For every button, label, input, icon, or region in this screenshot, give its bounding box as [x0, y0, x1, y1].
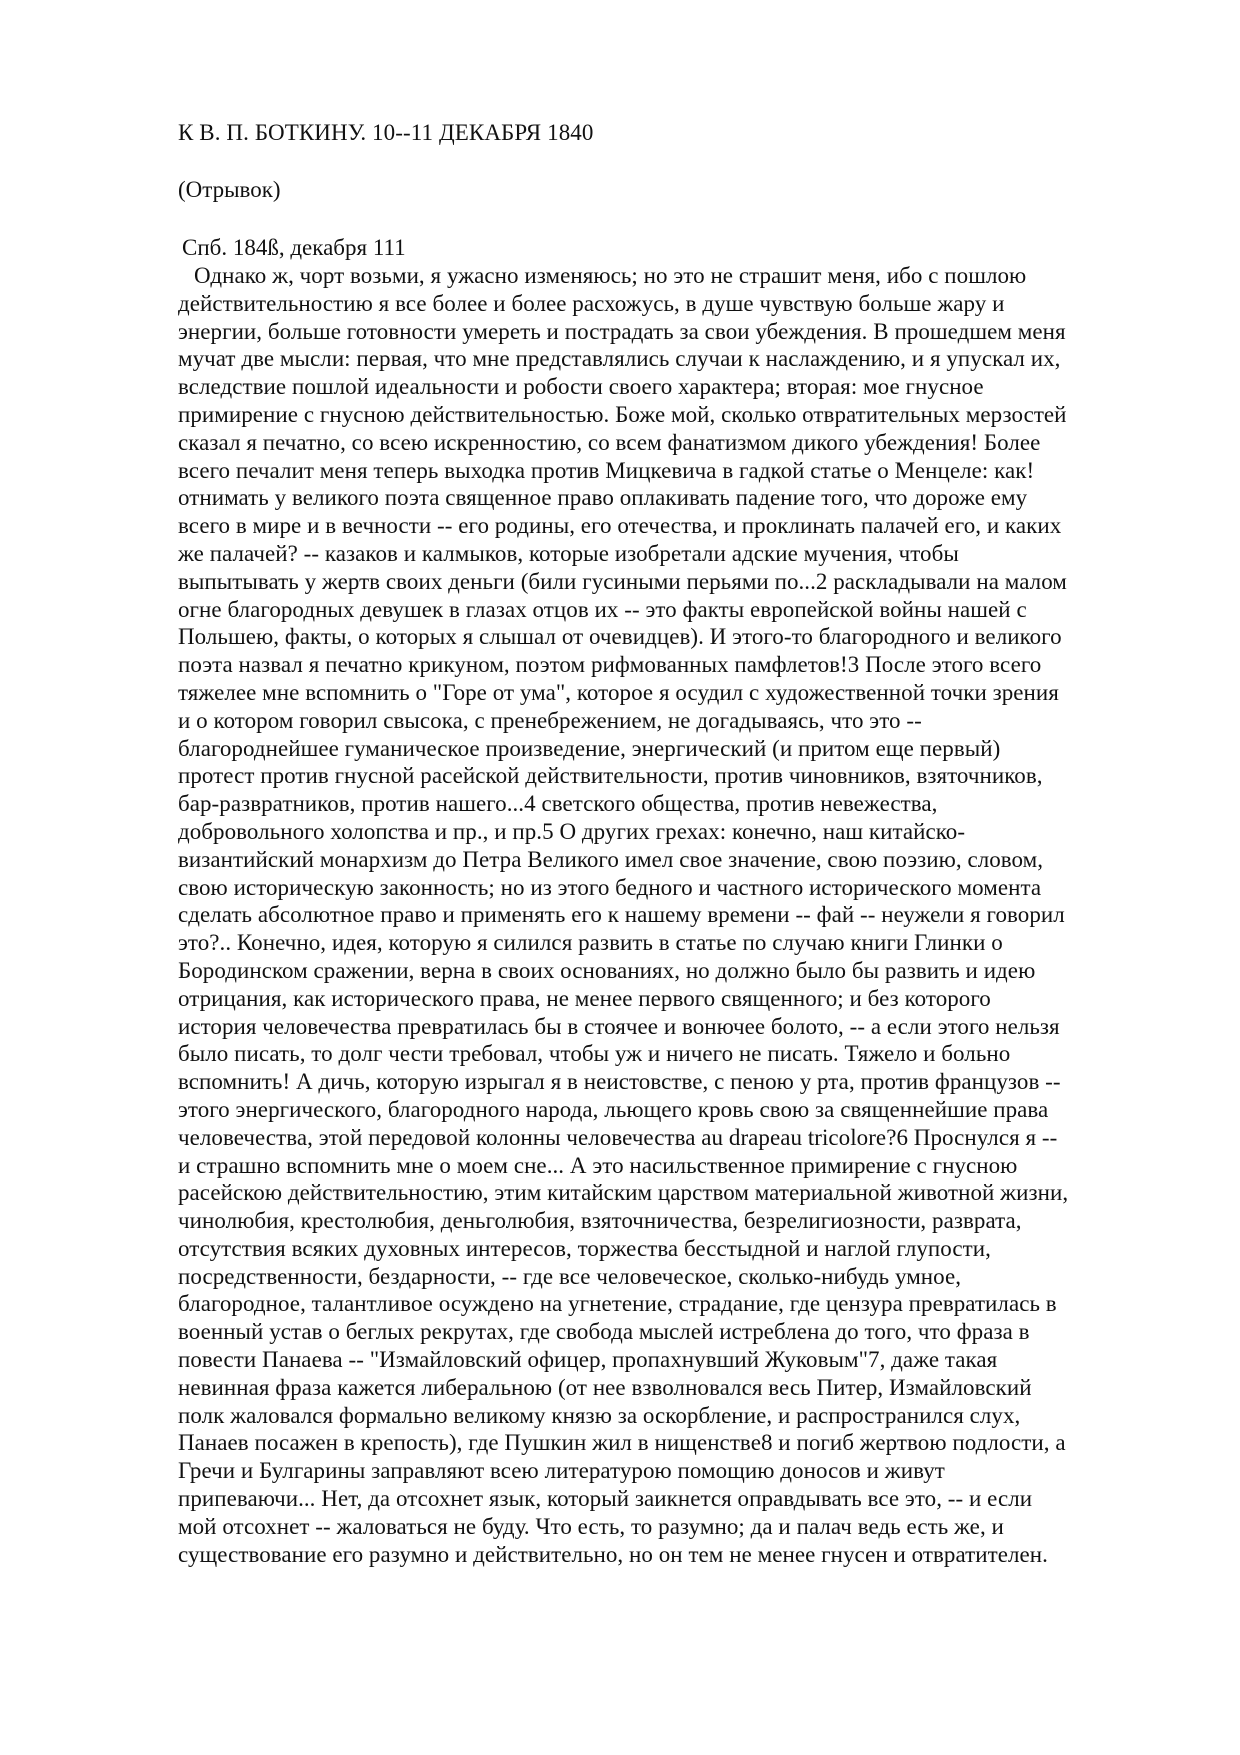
body-line: Панаев посажен в крепость), где Пушкин жил в нищенстве8 и погиб жертвою подлости, а — [178, 1430, 1066, 1456]
body-line: сказал я печатно, со всею искренностию, со всем фанатизмом дикого убеждения! Более — [178, 429, 1041, 455]
body-line: византийский монархизм до Петра Великого имел свое значение, свою поэзию, словом, — [178, 846, 1044, 872]
body-line: полк жаловался формально великому князю за оскорбление, и распространился слух, — [178, 1402, 1021, 1428]
body-line: отсутствия всяких духовных интересов, торжества бесстыдной и наглой глупости, — [178, 1235, 991, 1261]
body-line: огне благородных девушек в глазах отцов их -- это факты европейской войны нашей с — [178, 596, 1027, 622]
body-line: существование его разумно и действительно, но он тем не менее гнусен и отвратителен. — [178, 1541, 1048, 1567]
body-line: и о котором говорил свысока, с пренебрежением, не догадываясь, что это -- — [178, 707, 922, 733]
body-line: благороднейшее гуманическое произведение, энергический (и притом еще первый) — [178, 735, 1001, 761]
body-line: всего печалит меня теперь выходка против Мицкевича в гадкой статье о Менцеле: как! — [178, 457, 1035, 483]
body-line: невинная фраза кажется либеральною (от нее взволновался весь Питер, Измайловский — [178, 1374, 1032, 1400]
body-line: энергии, больше готовности умереть и пострадать за свои убеждения. В прошедшем меня — [178, 318, 1066, 344]
body-line: Польшею, факты, о которых я слышал от очевидцев). И этого-то благородного и великого — [178, 624, 1062, 650]
letter-dateline: Спб. 184ß, декабря 111 — [182, 235, 406, 260]
body-line: примирение с гнусною действительностью. Боже мой, сколько отвратительных мерзостей — [178, 401, 1067, 427]
body-line: добровольного холопства и пр., и пр.5 О других грехах: конечно, наш китайско- — [178, 818, 966, 844]
letter-title: К В. П. БОТКИНУ. 10--11 ДЕКАБРЯ 1840 — [178, 120, 594, 145]
body-line: припеваючи... Нет, да отсохнет язык, который заикнется оправдывать все это, -- и если — [178, 1486, 1033, 1512]
body-line: выпытывать у жертв своих деньги (били гусиными перьями по...2 раскладывали на малом — [178, 568, 1067, 594]
body-line: Однако ж, чорт возьми, я ужасно изменяюсь; но это не страшит меня, ибо с пошлою — [194, 263, 1027, 288]
body-line: посредственности, бездарности, -- где все человеческое, сколько-нибудь умное, — [178, 1263, 962, 1289]
body-line: чинолюбия, крестолюбия, деньголюбия, взяточничества, безрелигиозности, разврата, — [178, 1208, 1022, 1234]
body-line: бар-развратников, против нашего...4 светского общества, против невежества, — [178, 791, 938, 817]
body-line: вследствие пошлой идеальности и робости своего характера; вторая: мое гнусное — [178, 374, 984, 400]
body-line: Бородинском сражении, верна в своих основаниях, но должно было бы развить и идею — [178, 957, 1036, 983]
body-line: же палачей? -- казаков и калмыков, которые изобретали адские мучения, чтобы — [178, 540, 959, 566]
body-line: благородное, талантливое осуждено на угнетение, страдание, где цензура превратилась в — [178, 1291, 1057, 1317]
body-line: сделать абсолютное право и применять его к нашему времени -- фай -- неужели я говорил — [178, 902, 1065, 928]
body-line: мой отсохнет -- жаловаться не буду. Что есть, то разумно; да и палач ведь есть же, и — [178, 1513, 1004, 1539]
letter-subtitle: (Отрывок) — [178, 177, 281, 202]
body-line: вспомнить! А дичь, которую изрыгал я в неистовстве, с пеною у рта, против французов -- — [178, 1069, 1061, 1095]
letter-body — [178, 262, 1188, 1568]
body-line: расейскою действительностию, этим китайским царством материальной животной жизни, — [178, 1180, 1069, 1206]
body-line: поэта назвал я печатно крикуном, поэтом рифмованных памфлетов!3 После этого всего — [178, 652, 1042, 678]
body-line: этого энергического, благородного народа, льющего кровь свою за священнейшие права — [178, 1096, 1049, 1122]
body-line: отнимать у великого поэта священное право оплакивать падение того, что дороже ему — [178, 485, 1028, 511]
body-line: Гречи и Булгарины заправляют всею литературою помощию доносов и живут — [178, 1458, 945, 1484]
body-line: человечества, этой передовой колонны человечества au drapeau tricolore?6 Проснулся я -- — [178, 1124, 1058, 1150]
body-line: было писать, то долг чести требовал, чтобы уж и ничего не писать. Тяжело и больно — [178, 1041, 1011, 1067]
body-line: тяжелее мне вспомнить о "Горе от ума", которое я осудил с художественной точки зрения — [178, 679, 1059, 705]
body-line: всего в мире и в вечности -- его родины, его отечества, и проклинать палачей его, и каких — [178, 513, 1062, 539]
body-line: военный устав о беглых рекрутах, где свобода мыслей истреблена до того, что фраза в — [178, 1319, 1030, 1345]
body-line: повести Панаева -- "Измайловский офицер, пропахнувший Жуковым"7, даже такая — [178, 1347, 998, 1373]
body-line: протест против гнусной расейской действительности, против чиновников, взяточников, — [178, 763, 1043, 789]
body-line: отрицания, как исторического права, не менее первого священного; и без которого — [178, 985, 991, 1011]
body-line: история человечества превратилась бы в стоячее и вонючее болото, -- а если этого нельзя — [178, 1013, 1060, 1039]
body-line: это?.. Конечно, идея, которую я силился развить в статье по случаю книги Глинки о — [178, 930, 1003, 956]
body-line: свою историческую законность; но из этого бедного и частного исторического момента — [178, 874, 1042, 900]
body-line: мучат две мысли: первая, что мне представлялись случаи к наслаждению, и я упускал их, — [178, 346, 1061, 372]
body-line: действительностию я все более и более расхожусь, в душе чувствую больше жару и — [178, 290, 1005, 316]
body-line: и страшно вспомнить мне о моем сне... А это насильственное примирение с гнусною — [178, 1152, 1018, 1178]
